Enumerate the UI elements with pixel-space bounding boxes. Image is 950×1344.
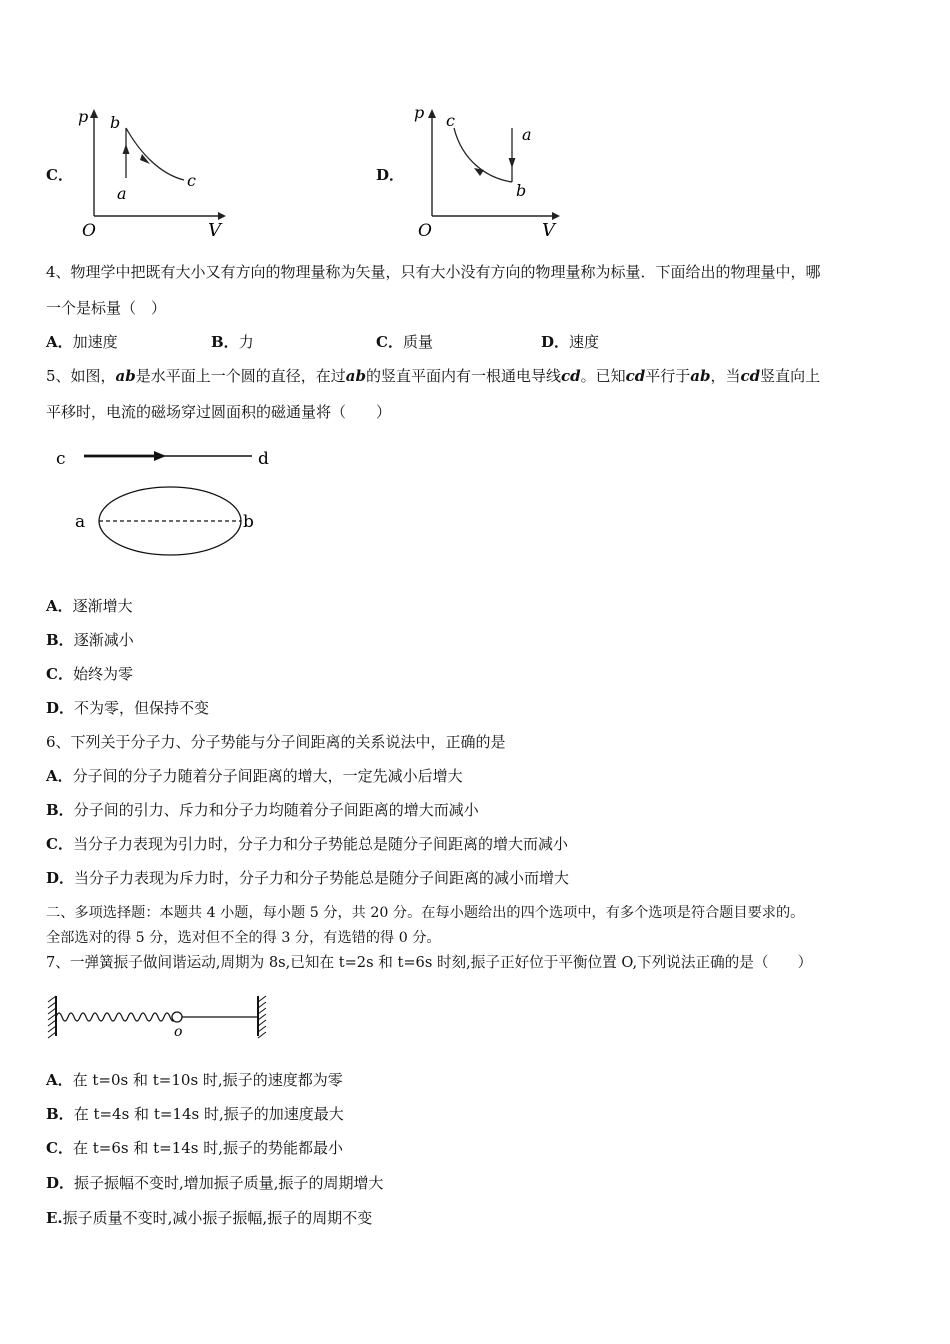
q4-option-c[interactable] bbox=[376, 332, 433, 352]
option-text: 在 t=4s 和 t=14s 时,振子的加速度最大 bbox=[73, 1105, 344, 1123]
option-label: A． bbox=[46, 333, 73, 351]
option-label: A． bbox=[46, 597, 73, 615]
option-text: 不为零，但保持不变 bbox=[74, 699, 210, 717]
q5-figure bbox=[50, 440, 290, 560]
option-text: 当分子力表现为引力时，分子力和分子势能总是随分子间距离的增大而减小 bbox=[72, 835, 568, 853]
option-text: 在 t=6s 和 t=14s 时,振子的势能都最小 bbox=[72, 1139, 344, 1157]
arrow-up bbox=[123, 144, 130, 154]
x-axis-arrow bbox=[552, 212, 560, 220]
option-text: 始终为零 bbox=[72, 665, 133, 683]
x-axis-label: V bbox=[208, 220, 221, 240]
label-b: b bbox=[243, 512, 254, 532]
section2-heading-line1: 二、多项选择题：本题共 4 小题，每小题 5 分，共 20 分。在每小题给出的四个选项中，有多个选项是符合题目要求的。 bbox=[46, 905, 805, 921]
option-label: A． bbox=[46, 767, 73, 785]
equilibrium-label: o bbox=[174, 1024, 183, 1040]
text: ，当 bbox=[710, 367, 741, 385]
pv-graph-d bbox=[404, 98, 564, 240]
q5-option-b[interactable] bbox=[46, 630, 134, 650]
q7-option-a[interactable] bbox=[46, 1070, 343, 1090]
curve-bc bbox=[126, 128, 184, 180]
q4-option-b[interactable] bbox=[211, 332, 254, 352]
text: 是水平面上一个圆的直径，在过 bbox=[135, 367, 346, 385]
option-label: D． bbox=[541, 333, 570, 351]
q7-option-d[interactable] bbox=[46, 1173, 384, 1193]
curve-arrow bbox=[474, 168, 484, 176]
point-c-label: c bbox=[446, 111, 455, 130]
point-a-label: a bbox=[522, 125, 532, 144]
option-label: C． bbox=[46, 835, 73, 853]
q6-option-d[interactable] bbox=[46, 868, 569, 888]
math-var: ab bbox=[345, 367, 366, 385]
origin-label: O bbox=[418, 221, 432, 240]
option-text: 速度 bbox=[569, 333, 600, 351]
option-label: B． bbox=[46, 801, 74, 819]
option-text: 在 t=0s 和 t=10s 时,振子的速度都为零 bbox=[72, 1071, 343, 1089]
y-axis-label: p bbox=[78, 107, 89, 126]
text: 平行于 bbox=[645, 367, 691, 385]
math-var: cd bbox=[561, 367, 581, 385]
option-text: 逐渐增大 bbox=[72, 597, 133, 615]
q7-stem: 7、一弹簧振子做间谐运动,周期为 8s,已知在 t=2s 和 t=6s 时刻,振子正好位于平衡位置 O,下列说法正确的是（ ） bbox=[46, 954, 813, 971]
x-axis-label: V bbox=[542, 220, 555, 240]
q5-option-c[interactable] bbox=[46, 664, 133, 684]
option-text: 当分子力表现为斥力时，分子力和分子势能总是随分子间距离的减小而增大 bbox=[74, 869, 570, 887]
y-axis-arrow bbox=[428, 109, 436, 118]
option-label: E. bbox=[46, 1209, 63, 1227]
math-var: cd bbox=[625, 367, 646, 385]
section2-heading-line2: 全部选对的得 5 分，选对但不全的得 3 分，有选错的得 0 分。 bbox=[46, 930, 441, 946]
option-text: 逐渐减小 bbox=[73, 631, 134, 649]
q5-option-d[interactable] bbox=[46, 698, 209, 718]
option-text: 质量 bbox=[402, 333, 433, 351]
q7-spring-figure bbox=[44, 990, 274, 1042]
q5-stem-line1 bbox=[46, 366, 820, 386]
option-label: D． bbox=[46, 1174, 75, 1192]
label-a: a bbox=[75, 512, 86, 532]
left-wall-hatch bbox=[48, 996, 56, 1038]
point-b-label: b bbox=[110, 113, 121, 132]
q7-option-c[interactable] bbox=[46, 1138, 343, 1158]
pv-graph-c bbox=[70, 98, 230, 240]
current-arrow bbox=[154, 451, 166, 461]
option-label: A． bbox=[46, 1071, 73, 1089]
curve-bc bbox=[454, 128, 512, 182]
y-axis-arrow bbox=[90, 109, 98, 118]
text: 。已知 bbox=[580, 367, 626, 385]
point-c-label: c bbox=[187, 171, 196, 190]
option-label: B． bbox=[211, 333, 239, 351]
option-label: D． bbox=[46, 869, 75, 887]
q4-option-d[interactable] bbox=[541, 332, 599, 352]
q5-option-a[interactable] bbox=[46, 596, 133, 616]
point-b-label: b bbox=[516, 181, 527, 200]
label-c: c bbox=[56, 449, 66, 469]
option-text: 振子质量不变时,减小振子振幅,振子的周期不变 bbox=[62, 1209, 373, 1227]
option-text: 振子振幅不变时,增加振子质量,振子的周期增大 bbox=[74, 1174, 384, 1192]
q6-option-c[interactable] bbox=[46, 834, 568, 854]
q6-option-a[interactable] bbox=[46, 766, 463, 786]
text: 5、如图， bbox=[46, 367, 116, 385]
option-label: C． bbox=[46, 1139, 73, 1157]
option-label: C． bbox=[46, 665, 73, 683]
label-d: d bbox=[258, 449, 269, 469]
math-var: ab bbox=[690, 367, 711, 385]
q4-stem-line1: 4、物理学中把既有大小又有方向的物理量称为矢量，只有大小没有方向的物理量称为标量．下面给出的物理量中，哪 bbox=[46, 263, 821, 281]
origin-label: O bbox=[82, 221, 96, 240]
text: 竖直向上 bbox=[760, 367, 821, 385]
x-axis-arrow bbox=[218, 212, 226, 220]
text: 的竖直平面内有一根通电导线 bbox=[366, 367, 562, 385]
arrow-down bbox=[509, 158, 516, 168]
option-text: 力 bbox=[238, 333, 254, 351]
q6-stem: 6、下列关于分子力、分子势能与分子间距离的关系说法中，正确的是 bbox=[46, 733, 506, 751]
option-label: C． bbox=[376, 333, 403, 351]
point-a-label: a bbox=[117, 184, 127, 203]
q3-option-d-label: D． bbox=[376, 166, 405, 184]
y-axis-label: p bbox=[414, 103, 425, 122]
q4-stem-line2: 一个是标量（ ） bbox=[46, 299, 167, 317]
q3-option-c-label: C． bbox=[46, 166, 73, 184]
q4-option-a[interactable] bbox=[46, 332, 118, 352]
spring bbox=[56, 1013, 180, 1021]
option-text: 分子间的分子力随着分子间距离的增大，一定先减小后增大 bbox=[72, 767, 463, 785]
right-wall-hatch bbox=[258, 996, 266, 1038]
option-label: B． bbox=[46, 631, 74, 649]
option-text: 加速度 bbox=[72, 333, 118, 351]
q7-option-b[interactable] bbox=[46, 1104, 344, 1124]
q6-option-b[interactable] bbox=[46, 800, 479, 820]
math-var: cd bbox=[740, 367, 761, 385]
oscillator-ball bbox=[172, 1012, 182, 1022]
option-text: 分子间的引力、斥力和分子力均随着分子间距离的增大而减小 bbox=[73, 801, 479, 819]
math-var: ab bbox=[115, 367, 136, 385]
q7-option-e[interactable] bbox=[46, 1208, 372, 1228]
option-label: B． bbox=[46, 1105, 74, 1123]
option-label: D． bbox=[46, 699, 75, 717]
q5-stem-line2: 平移时，电流的磁场穿过圆面积的磁通量将（ ） bbox=[46, 403, 392, 421]
